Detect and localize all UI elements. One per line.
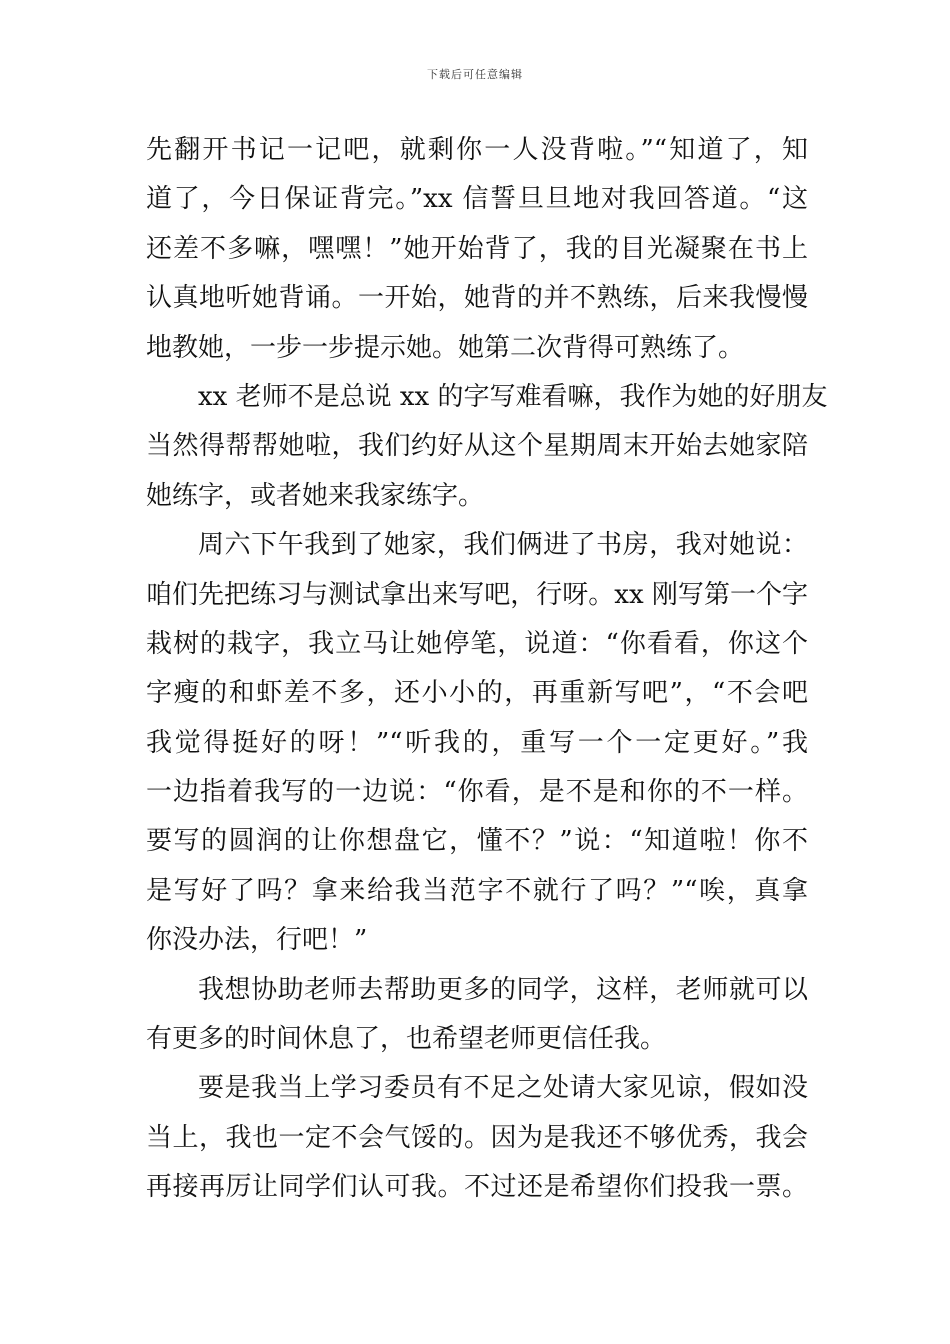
text-line: xx 老师不是总说 xx 的字写难看嘛，我作为她的好朋友 — [198, 381, 828, 412]
text-line: 还差不多嘛，嘿嘿！”她开始背了，我的目光凝聚在书上 — [146, 233, 808, 264]
text-line: 一边指着我写的一边说：“你看，是不是和你的不一样。 — [146, 777, 808, 808]
text-line: 有更多的时间休息了，也希望老师更信任我。 — [146, 1024, 667, 1055]
text-line: 道了，今日保证背完。”xx 信誓旦旦地对我回答道。“这 — [146, 184, 808, 215]
paragraph — [146, 373, 828, 521]
paragraph — [146, 1064, 808, 1212]
text-line: 再接再厉让同学们认可我。不过还是希望你们投我一票。 — [146, 1172, 808, 1203]
paragraph — [146, 521, 808, 966]
text-line: 要是我当上学习委员有不足之处请大家见谅，假如没 — [198, 1073, 808, 1104]
text-line: 地教她，一步一步提示她。她第二次背得可熟练了。 — [146, 332, 745, 363]
paragraph — [146, 126, 808, 373]
text-line: 我觉得挺好的呀！”“听我的，重写一个一定更好。”我 — [146, 727, 808, 758]
text-line: 要写的圆润的让你想盘它，懂不？”说：“知道啦！你不 — [146, 826, 808, 857]
text-line: 先翻开书记一记吧，就剩你一人没背啦。”“知道了，知 — [146, 135, 808, 165]
text-line: 是写好了吗？拿来给我当范字不就行了吗？”“唉，真拿 — [146, 875, 808, 906]
text-line: 咱们先把练习与测试拿出来写吧，行呀。xx 刚写第一个字 — [146, 579, 808, 610]
paragraph — [146, 966, 808, 1065]
text-line: 认真地听她背诵。一开始，她背的并不熟练，后来我慢慢 — [146, 283, 808, 314]
text-line: 字瘦的和虾差不多，还小小的，再重新写吧”，“不会吧 — [146, 678, 808, 709]
text-line: 你没办法，行吧！” — [146, 925, 368, 956]
document-body — [146, 126, 828, 1213]
text-line: 周六下午我到了她家，我们俩进了书房，我对她说： — [198, 530, 808, 561]
text-line: 当上，我也一定不会气馁的。因为是我还不够优秀，我会 — [146, 1122, 808, 1153]
text-line: 她练字，或者她来我家练字。 — [146, 480, 485, 511]
text-line: 我想协助老师去帮助更多的同学，这样，老师就可以 — [198, 974, 808, 1005]
text-line: 栽树的栽字，我立马让她停笔，说道：“你看看，你这个 — [146, 628, 808, 659]
text-line: 当然得帮帮她啦，我们约好从这个星期周末开始去她家陪 — [146, 431, 808, 462]
page-header: 下载后可任意编辑 — [427, 68, 523, 81]
